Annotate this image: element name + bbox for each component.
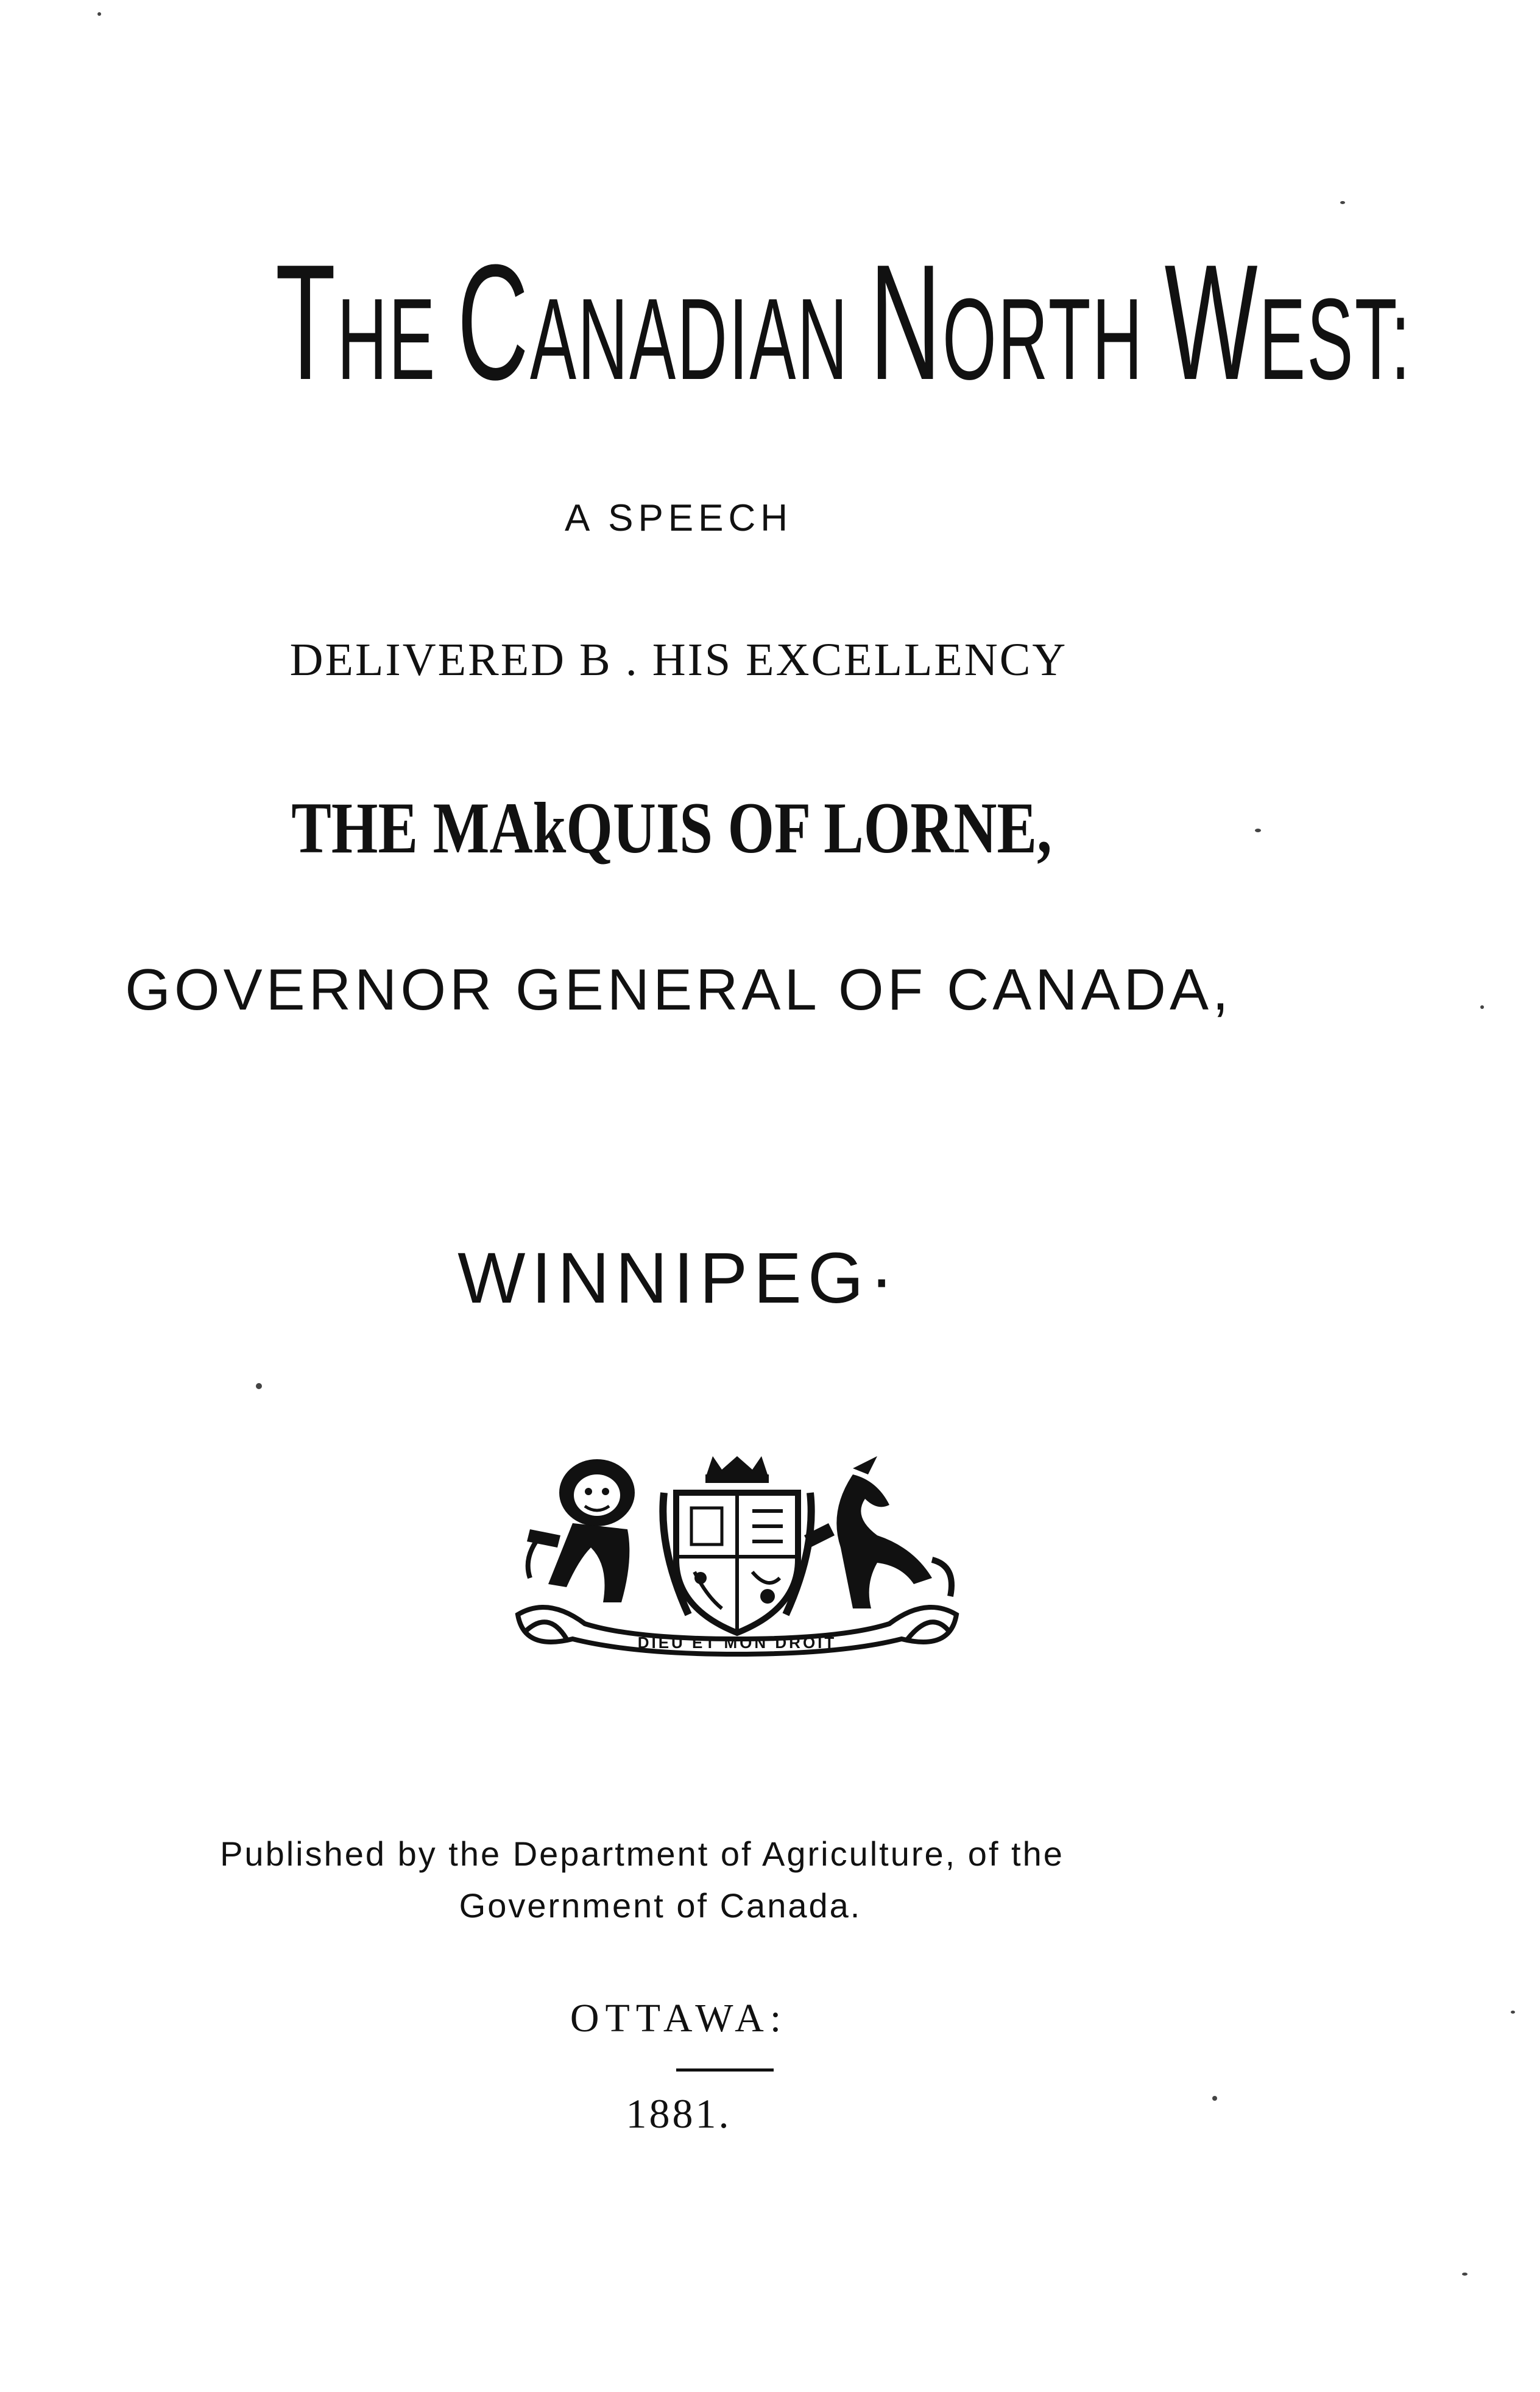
title-word-canadian: ANADIAN — [530, 275, 870, 404]
delivered-by-line: DELIVERED B . HIS EXCELLENCY — [289, 634, 1068, 685]
scan-speck — [97, 12, 101, 16]
title-initial-n: N — [869, 231, 943, 414]
shield — [663, 1493, 811, 1633]
subtitle: A SPEECH — [564, 497, 793, 539]
title-word-the: HE — [337, 275, 457, 404]
scan-speck — [1255, 829, 1261, 832]
speaker-name: THE MAkQUIS OF LORNE, — [291, 787, 1052, 868]
scan-speck — [1462, 2273, 1468, 2276]
title-word-north: ORTH — [942, 275, 1165, 404]
publisher-line-1: Published by the Department of Agriculture, of the — [220, 1835, 1064, 1873]
publisher-line-2: Government of Canada. — [459, 1886, 862, 1925]
publication-city: OTTAWA: — [570, 1996, 788, 2040]
title-word-west: EST: — [1259, 275, 1412, 404]
lion-supporter — [527, 1459, 635, 1602]
scan-speck — [1480, 1005, 1484, 1009]
unicorn-supporter — [804, 1456, 952, 1608]
crown — [705, 1456, 769, 1483]
title-initial-w: W — [1164, 231, 1259, 414]
place-name: WINNIPEG· — [457, 1238, 900, 1318]
scan-speck — [256, 1383, 262, 1389]
divider-rule — [676, 2068, 774, 2072]
speaker-office: GOVERNOR GENERAL OF CANADA, — [125, 957, 1232, 1022]
motto-text: DIEU ET MON DROIT — [637, 1633, 837, 1652]
royal-coat-of-arms-icon — [512, 1456, 962, 1657]
document-title — [275, 231, 1412, 414]
title-initial-c: C — [457, 231, 531, 414]
scan-speck — [1212, 2096, 1217, 2101]
scan-speck — [1511, 2011, 1515, 2014]
scan-speck — [1340, 201, 1345, 204]
publication-year: 1881. — [626, 2090, 732, 2137]
title-initial-t: T — [275, 231, 337, 414]
